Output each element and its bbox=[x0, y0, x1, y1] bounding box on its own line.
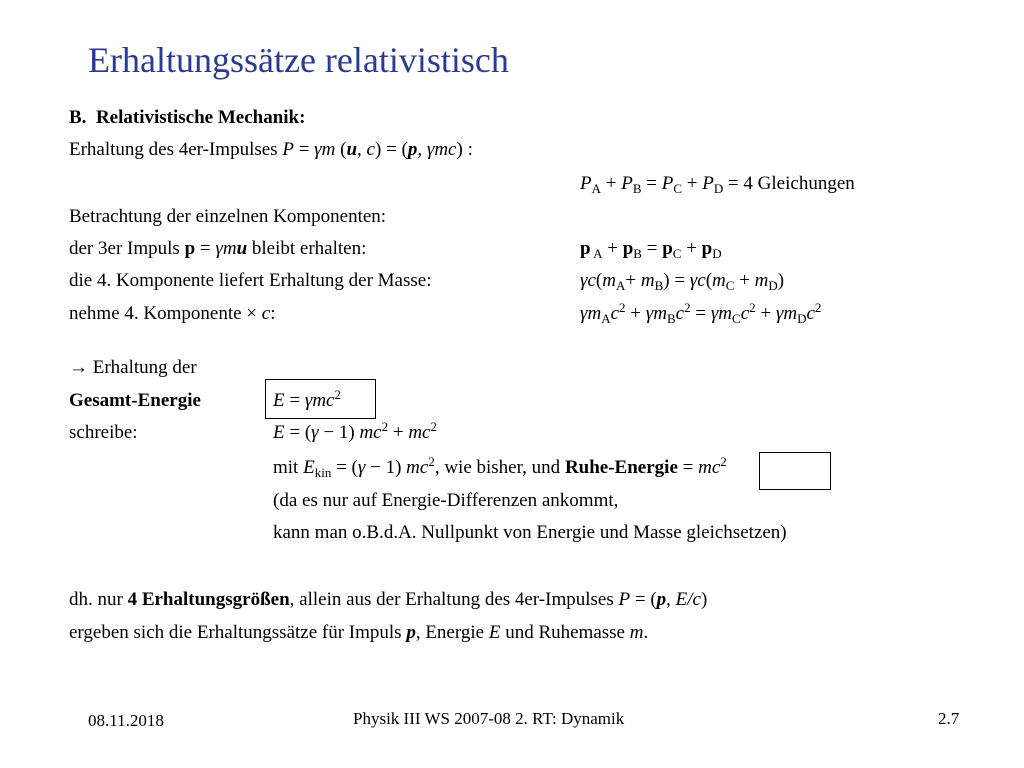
superscript: 2 bbox=[430, 419, 437, 434]
label-schreibe: schreibe: bbox=[69, 422, 138, 443]
section-title: Relativistische Mechanik: bbox=[95, 107, 306, 128]
equation-P-sum bbox=[580, 172, 855, 196]
symbol: mc bbox=[698, 457, 721, 478]
text: , bbox=[666, 589, 676, 610]
subscript: B bbox=[666, 311, 676, 326]
text: . bbox=[643, 622, 649, 643]
symbol: c bbox=[740, 303, 750, 324]
symbol-p: p bbox=[407, 139, 418, 160]
text: ) = ( bbox=[374, 139, 408, 160]
symbol: mc bbox=[408, 422, 431, 443]
text: = bbox=[195, 238, 216, 259]
symbol: mc bbox=[359, 422, 382, 443]
text: ) : bbox=[456, 139, 473, 160]
ruhe-energie-label: Ruhe-Energie bbox=[564, 457, 678, 478]
symbol: c bbox=[610, 303, 620, 324]
equation-E-gmc2 bbox=[273, 389, 341, 413]
line-nehme-right bbox=[580, 302, 821, 326]
symbol: γmc bbox=[426, 139, 457, 160]
line-mit-ekin bbox=[273, 456, 727, 480]
text: , bbox=[357, 139, 367, 160]
text: = bbox=[641, 173, 662, 194]
line-nehme-left bbox=[69, 302, 275, 326]
superscript: 2 bbox=[749, 300, 756, 315]
symbol-P: P bbox=[282, 139, 294, 160]
text: = bbox=[690, 303, 711, 324]
subscript: C bbox=[672, 246, 682, 261]
symbol: m bbox=[712, 270, 726, 291]
symbol: P bbox=[702, 173, 714, 194]
superscript: 2 bbox=[720, 454, 727, 469]
symbol: P bbox=[621, 173, 633, 194]
text: ) bbox=[700, 589, 708, 610]
text: + bbox=[625, 303, 646, 324]
subscript: D bbox=[713, 181, 724, 196]
subscript: A bbox=[590, 246, 603, 261]
line-masse-right bbox=[580, 269, 784, 293]
text: + bbox=[601, 173, 622, 194]
text: nehme 4. Komponente × bbox=[69, 303, 262, 324]
text: − 1) bbox=[365, 457, 407, 478]
text: dh. nur bbox=[69, 589, 128, 610]
line-betrachtung: Betrachtung der einzelnen Komponenten: bbox=[69, 206, 387, 227]
symbol-E: E bbox=[488, 622, 501, 643]
symbol: γm bbox=[314, 139, 336, 160]
symbol: p bbox=[580, 238, 591, 259]
symbol-m: m bbox=[629, 622, 644, 643]
text: , allein aus der Erhaltung des 4er-Impulses bbox=[289, 589, 619, 610]
symbol-p: p bbox=[656, 589, 667, 610]
symbol-p: p bbox=[184, 238, 196, 259]
equation-schreibe bbox=[273, 421, 437, 445]
subscript: A bbox=[601, 311, 611, 326]
slide-title: Erhaltungssätze relativistisch bbox=[88, 40, 509, 80]
symbol: p bbox=[701, 238, 713, 259]
subscript: kin bbox=[314, 465, 332, 480]
superscript: 2 bbox=[814, 300, 822, 315]
symbol-c: c bbox=[366, 139, 375, 160]
line-paren-2: kann man o.B.d.A. Nullpunkt von Energie und Masse gleichsetzen) bbox=[273, 522, 787, 543]
text: ergeben sich die Erhaltungssätze für Impuls bbox=[69, 622, 407, 643]
symbol-E: E bbox=[273, 422, 285, 443]
symbol: γm bbox=[775, 303, 798, 324]
superscript: 2 bbox=[381, 419, 389, 434]
line-impuls-left bbox=[69, 237, 366, 261]
text: bleibt erhalten: bbox=[247, 238, 367, 259]
text: ( bbox=[335, 139, 347, 160]
superscript: 2 bbox=[684, 300, 691, 315]
symbol: P bbox=[580, 173, 592, 194]
text: ( bbox=[705, 270, 713, 291]
symbol: c bbox=[806, 303, 815, 324]
subscript: B bbox=[633, 246, 642, 261]
text: = bbox=[284, 390, 305, 411]
footer-course: Physik III WS 2007-08 2. RT: Dynamik bbox=[353, 709, 625, 728]
text: , bbox=[417, 139, 427, 160]
text: + bbox=[682, 173, 703, 194]
subscript: D bbox=[797, 311, 807, 326]
superscript: 2 bbox=[619, 300, 626, 315]
symbol: γm bbox=[710, 303, 733, 324]
text: = ( bbox=[630, 589, 657, 610]
symbol-c: c bbox=[261, 303, 271, 324]
symbol: m bbox=[602, 270, 616, 291]
text: ) = bbox=[663, 270, 690, 291]
text: − 1) bbox=[318, 422, 360, 443]
line-dh bbox=[69, 588, 707, 612]
text: Erhaltung des 4er-Impulses bbox=[69, 139, 283, 160]
text: + bbox=[755, 303, 776, 324]
footer-date: 08.11.2018 bbox=[88, 711, 164, 730]
symbol: γ bbox=[357, 457, 366, 478]
text: = bbox=[677, 457, 699, 478]
text: : bbox=[270, 303, 276, 324]
line-impuls-right bbox=[580, 237, 722, 261]
symbol-P: P bbox=[618, 589, 631, 610]
text: = bbox=[641, 238, 663, 259]
footer-page-number: 2.7 bbox=[938, 709, 960, 728]
symbol: m bbox=[754, 270, 769, 291]
text: , wie bisher, und bbox=[434, 457, 565, 478]
line-paren-1: (da es nur auf Energie-Differenzen ankommt, bbox=[273, 490, 619, 511]
symbol: γ bbox=[311, 422, 319, 443]
symbol-u: u bbox=[236, 238, 248, 259]
text: + bbox=[734, 270, 755, 291]
subscript: D bbox=[712, 246, 722, 261]
text: der 3er Impuls bbox=[69, 238, 185, 259]
symbol: γm bbox=[215, 238, 237, 259]
symbol: P bbox=[661, 173, 674, 194]
label-gesamt-energie: Gesamt-Energie bbox=[69, 390, 201, 411]
section-heading bbox=[69, 106, 305, 130]
symbol: E/c bbox=[675, 589, 701, 610]
text: = ( bbox=[284, 422, 312, 443]
subscript: C bbox=[673, 181, 682, 196]
symbol: p bbox=[622, 238, 634, 259]
text: + bbox=[681, 238, 702, 259]
symbol-E: E bbox=[273, 390, 285, 411]
text: + bbox=[625, 270, 641, 291]
text: und Ruhemasse bbox=[500, 622, 630, 643]
text: = ( bbox=[331, 457, 358, 478]
subscript: C bbox=[725, 278, 735, 293]
symbol-u: u bbox=[346, 139, 358, 160]
text: = bbox=[293, 139, 315, 160]
highlight-erhaltungsgroessen: 4 Erhaltungsgrößen bbox=[127, 589, 290, 610]
symbol: γm bbox=[580, 303, 602, 324]
symbol: c bbox=[675, 303, 685, 324]
symbol-E: E bbox=[303, 457, 315, 478]
symbol: γc bbox=[580, 270, 596, 291]
text: + bbox=[602, 238, 623, 259]
highlight-box-rest-energy bbox=[759, 452, 831, 490]
subscript: A bbox=[591, 181, 601, 196]
subscript: B bbox=[632, 181, 642, 196]
section-letter: B. bbox=[69, 107, 87, 128]
superscript: 2 bbox=[334, 387, 341, 402]
line-masse-left: die 4. Komponente liefert Erhaltung der Masse: bbox=[69, 270, 432, 291]
symbol-p: p bbox=[406, 622, 416, 643]
superscript: 2 bbox=[428, 454, 435, 469]
line-erhaltung-der: → Erhaltung der bbox=[69, 357, 197, 378]
text: + bbox=[388, 422, 409, 443]
subscript: B bbox=[654, 278, 664, 293]
text: ) bbox=[777, 270, 785, 291]
subscript: C bbox=[732, 311, 741, 326]
line-ergeben bbox=[69, 621, 648, 645]
text: , Energie bbox=[415, 622, 489, 643]
subscript: D bbox=[768, 278, 778, 293]
symbol: p bbox=[662, 238, 673, 259]
text: mit bbox=[273, 457, 304, 478]
line-4er-impuls bbox=[69, 138, 473, 162]
text: ( bbox=[595, 270, 603, 291]
symbol: γmc bbox=[304, 390, 335, 411]
text: = 4 Gleichungen bbox=[723, 173, 855, 194]
symbol: γm bbox=[645, 303, 667, 324]
symbol: m bbox=[640, 270, 655, 291]
subscript: A bbox=[615, 278, 626, 293]
symbol: mc bbox=[406, 457, 429, 478]
symbol: γc bbox=[689, 270, 706, 291]
